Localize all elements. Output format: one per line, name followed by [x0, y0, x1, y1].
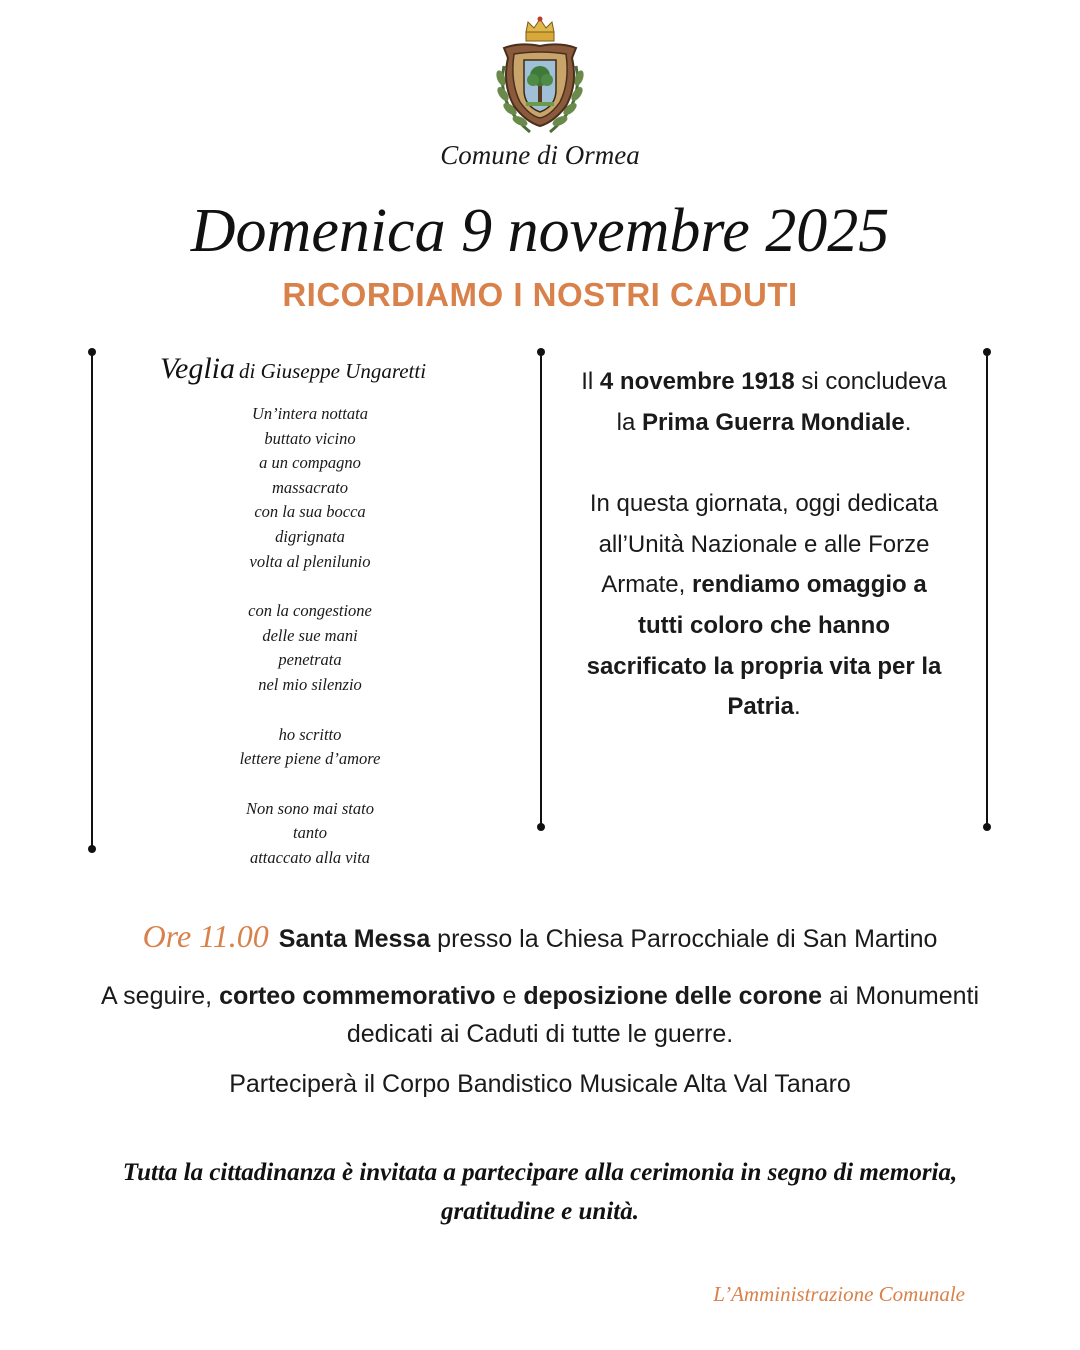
commemoration-text	[578, 362, 950, 728]
intro-text: si concludeva la	[616, 368, 947, 436]
poem-line: massacrato	[271, 477, 349, 497]
band-info: Parteciperà il Corpo Bandistico Musicale Alta Val Tanaro	[229, 1070, 851, 1098]
middle-divider-line	[540, 352, 542, 827]
left-divider-line	[91, 352, 93, 849]
intro-text: Il	[581, 368, 600, 395]
intro-paragraph-1	[578, 362, 950, 443]
war-name: Prima Guerra Mondiale	[641, 408, 905, 436]
municipality-name: Comune di Ormea	[440, 140, 640, 170]
poem-stanza	[180, 797, 440, 871]
poem-line: tanto	[293, 823, 327, 843]
right-divider-line	[986, 352, 988, 827]
poem-line: con la sua bocca	[254, 502, 366, 522]
poem-line: digrignata	[275, 526, 345, 546]
poem-line: penetrata	[278, 650, 342, 670]
event-subtitle: RICORDIAMO I NOSTRI CADUTI	[282, 276, 798, 313]
poem-heading	[160, 352, 480, 386]
poem-line: buttato vicino	[264, 428, 356, 448]
procession-highlight: corteo commemorativo	[219, 982, 496, 1010]
mass-location: presso la Chiesa Parrocchiale di San Martino	[430, 925, 938, 953]
procession-text: e	[495, 982, 524, 1010]
armistice-date: 4 novembre 1918	[599, 368, 795, 395]
poem-stanza	[180, 402, 440, 574]
poem-line: a un compagno	[259, 453, 361, 473]
intro-paragraph-2	[578, 484, 950, 728]
intro-text: .	[904, 408, 912, 436]
poem-line: lettere piene d’amore	[239, 749, 381, 769]
poem-line: con la congestione	[248, 601, 372, 621]
poem-title: Veglia	[160, 352, 235, 385]
poem-line: attaccato alla vita	[249, 847, 371, 867]
poem-line: delle sue mani	[262, 625, 358, 645]
poem-line: volta al plenilunio	[249, 551, 371, 571]
signature: L’Amministrazione Comunale	[713, 1282, 965, 1306]
poem-line: Un’intera nottata	[252, 404, 368, 423]
poem-author: di Giuseppe Ungaretti	[239, 359, 427, 383]
intro-text: In questa giornata, oggi dedicata all’Unità Nazionale e alle Forze Armate,	[589, 490, 939, 599]
mass-label: Santa Messa	[278, 925, 431, 953]
poem-line: ho scritto	[278, 724, 342, 744]
poem-stanza	[180, 723, 440, 772]
intro-text: .	[794, 693, 801, 721]
procession-text: A seguire,	[100, 982, 220, 1010]
event-date: Domenica 9 novembre 2025	[190, 197, 890, 265]
procession-info	[100, 978, 980, 1053]
wreath-highlight: deposizione delle corone	[523, 982, 823, 1010]
poem-stanza	[180, 599, 440, 697]
mass-schedule	[0, 918, 1080, 955]
invitation-text: Tutta la cittadinanza è invitata a partecipare alla cerimonia in segno di memoria, gratitudine e unità.	[122, 1159, 958, 1225]
poem-line: nel mio silenzio	[258, 674, 362, 694]
coat-of-arms-icon	[490, 14, 590, 138]
tribute-text: rendiamo omaggio a tutti coloro che hanno sacrificato la propria vita per la Patria	[586, 571, 942, 721]
poem-line: Non sono mai stato	[246, 798, 374, 818]
event-time: Ore 11.00	[142, 918, 269, 954]
poem-text	[180, 402, 440, 896]
procession-text: ai Monumenti dedicati ai Caduti di tutte le guerre.	[346, 982, 980, 1048]
